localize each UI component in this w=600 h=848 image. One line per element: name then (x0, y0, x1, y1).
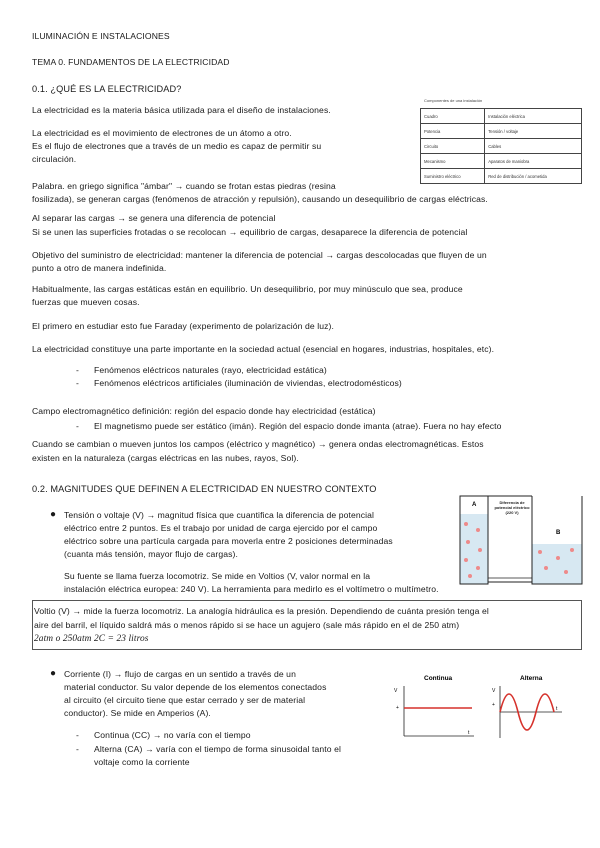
list-item: Fenómenos eléctricos artificiales (iluminación de viviendas, electrodomésticos) (94, 378, 402, 388)
paragraph: Objetivo del suministro de electricidad: mantener la diferencia de potencial → cargas descolocadas que fluyen de un (32, 250, 487, 260)
table-cell: Red de distribución / acometida (485, 169, 582, 184)
list-item: Continua (CC) → no varía con el tiempo (94, 730, 251, 740)
course-title: ILUMINACIÓN E INSTALACIONES (32, 31, 170, 41)
list-item: Alterna (CA) → varía con el tiempo de forma sinusoidal tanto el (94, 744, 342, 754)
paragraph: Cuando se cambian o mueven juntos los campos (eléctrico y magnético) → genera ondas electromagnéticas. Estos (32, 439, 484, 449)
paragraph: Es el flujo de electrones que a través de un medio es capaz de permitir su (32, 141, 322, 151)
dc-plus-label: + (396, 705, 399, 711)
table-cell: Aparatos de maniobra (485, 154, 582, 169)
paragraph: La electricidad constituye una parte importante en la sociedad actual (esencial en hogares, industrias, hospitales, etc). (32, 344, 495, 354)
paragraph: El primero en estudiar esto fue Faraday (experimento de polarización de luz). (32, 321, 334, 331)
table-row (421, 169, 582, 184)
paragraph: Su fuente se llama fuerza locomotriz. Se mide en Voltios (V, valor normal en la (64, 571, 371, 581)
tank-b-water (532, 544, 582, 584)
paragraph: Tensión o voltaje (V) → magnitud física que cuantifica la diferencia de potencial (64, 510, 375, 520)
table-caption: Componentes de una instalación (424, 98, 483, 103)
table-cell: Cuadro (421, 109, 485, 124)
paragraph: Corriente (I) → flujo de cargas en un sentido a través de un (64, 669, 296, 679)
section-heading-02: 0.2. MAGNITUDES QUE DEFINEN A ELECTRICIDAD EN NUESTRO CONTEXTO (32, 484, 377, 494)
callout-text: Voltio (V) → mide la fuerza locomotriz. La analogía hidráulica es la presión. Dependiendo de cuánta presión tenga el (34, 606, 489, 616)
paragraph: punto a otro de manera indefinida. (32, 263, 167, 273)
tank-b-label: B (556, 530, 561, 536)
paragraph: conductor). Se mide en Amperios (A). (64, 708, 211, 718)
callout-formula: 2atm o 250atm 2C = 23 litros (34, 634, 149, 644)
bullet-icon: ● (50, 509, 57, 520)
list-dash: - (76, 365, 79, 375)
paragraph: Palabra. en griego significa "ámbar" → cuando se frotan estas piedras (resina (32, 181, 336, 191)
paragraph: circulación. (32, 154, 77, 164)
dc-ac-figure (384, 668, 584, 746)
ac-title: Alterna (520, 675, 543, 682)
table-cell: Cables (485, 139, 582, 154)
paragraph: material conductor. Su valor depende de los elementos conectados (64, 682, 327, 692)
paragraph: eléctrico entre 2 puntos. Es el trabajo por unidad de carga ejercido por el campo (64, 523, 378, 533)
table-row (421, 124, 582, 139)
table-row (421, 109, 582, 124)
paragraph: Si se unen las superficies frotadas o se recolocan → equilibrio de cargas, desaparece la diferencia de potencial (32, 227, 468, 237)
paragraph: Habitualmente, las cargas estáticas están en equilibrio. Un desequilibrio, por muy minúsculo que sea, produce (32, 284, 463, 294)
paragraph: fuerzas que mueven cosas. (32, 297, 140, 307)
list-item: voltaje como la corriente (94, 757, 190, 767)
potential-difference-label: Diferencia de potencial eléctrico (220 V) (494, 500, 530, 515)
table-cell: Tensión / voltaje (485, 124, 582, 139)
paragraph: existen en la naturaleza (cargas eléctricas en las nubes, rayos, Sol). (32, 453, 299, 463)
tank-a-label: A (472, 502, 477, 508)
paragraph: al circuito (el circuito tiene que estar cerrado y ser de material (64, 695, 306, 705)
callout-text: aire del barril, el líquido saldrá más o menos rápido si se hace un agujero (sale más rápido en el de 250 atm) (34, 620, 460, 630)
bullet-icon: ● (50, 668, 57, 679)
paragraph: (cuanta más tensión, mayor flujo de cargas). (64, 549, 238, 559)
potential-difference-figure (458, 494, 584, 586)
ac-plus-label: + (492, 702, 495, 708)
dc-v-label: V (394, 688, 398, 694)
ac-v-label: V (492, 688, 496, 694)
section-heading-01: 0.1. ¿QUÉ ES LA ELECTRICIDAD? (32, 84, 182, 94)
paragraph: fosilizada), se generan cargas (fenómenos de atracción y repulsión), causando un desequilibrio de cargas eléctricas. (32, 194, 488, 204)
paragraph: La electricidad es la materia básica utilizada para el diseño de instalaciones. (32, 105, 331, 115)
table-cell: Mecanismo (421, 154, 485, 169)
paragraph: Campo electromagnético definición: región del espacio donde hay electricidad (estática) (32, 406, 376, 416)
list-dash: - (76, 744, 79, 754)
ac-t-label: t (556, 706, 558, 712)
paragraph: Al separar las cargas → se genera una diferencia de potencial (32, 213, 276, 223)
dc-title: Continua (424, 675, 453, 682)
topic-title: TEMA 0. FUNDAMENTOS DE LA ELECTRICIDAD (32, 57, 230, 67)
list-dash: - (76, 378, 79, 388)
paragraph: La electricidad es el movimiento de electrones de un átomo a otro. (32, 128, 292, 138)
table-cell: Circuito (421, 139, 485, 154)
dc-t-label: t (468, 730, 470, 736)
list-item: Fenómenos eléctricos naturales (rayo, electricidad estática) (94, 365, 327, 375)
paragraph: eléctrico sobre una partícula cargada para moverla entre 2 posiciones determinadas (64, 536, 393, 546)
table-cell: Instalación eléctrica (485, 109, 582, 124)
table-row (421, 154, 582, 169)
table-cell: Suministro eléctrico (421, 169, 485, 184)
components-table (420, 108, 582, 184)
list-item: El magnetismo puede ser estático (imán). Región del espacio donde imanta (atrae). Fuera no hay efecto (94, 421, 502, 431)
list-dash: - (76, 421, 79, 431)
list-dash: - (76, 730, 79, 740)
table-row (421, 139, 582, 154)
paragraph: instalación eléctrica europea: 240 V). La herramienta para medirlo es el voltímetro o multímetro. (64, 584, 439, 594)
table-cell: Potencia (421, 124, 485, 139)
